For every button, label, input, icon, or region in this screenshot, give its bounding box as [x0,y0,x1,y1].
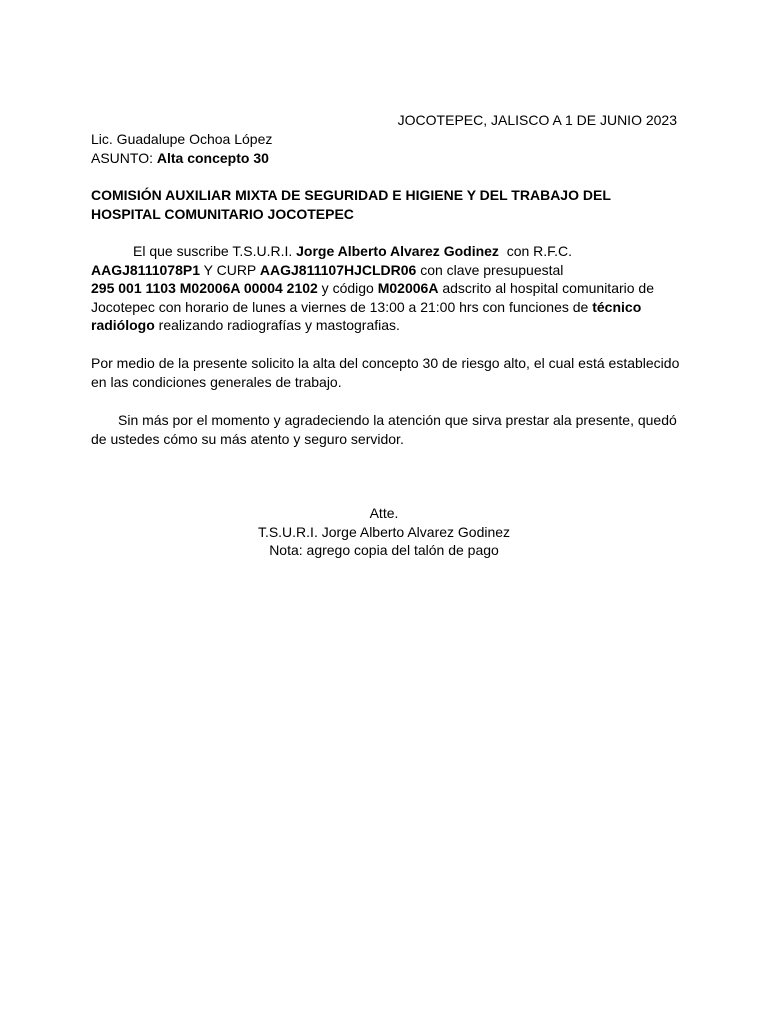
attachment-note: Nota: agrego copia del talón de pago [269,542,499,559]
function-value-2: radiólogo [91,317,155,334]
body1-text-1: El que suscribe T.S.U.R.I. [133,243,297,259]
subject-value: Alta concepto 30 [156,149,269,166]
body2-line-1: Por medio de la presente solicito la alta del concepto 30 de riesgo alto, el cual está establecido [91,355,680,371]
body3-line-2: de ustedes cómo su más atento y seguro servidor. [91,430,404,447]
body2-line-2: en las condiciones generales de trabajo. [91,373,342,390]
body-paragraph-3 [91,411,681,448]
body1-line-2 [91,261,681,280]
signer-name: T.S.U.R.I. Jorge Alberto Alvarez Godinez [257,523,511,540]
body1-line-4 [91,298,681,317]
body1-line-1 [91,242,681,261]
body3-line-1: Sin más por el momento y agradeciendo la atención que sirva prestar ala presente, quedó [118,412,677,428]
body-paragraph-1 [91,242,681,335]
body1-text-2: con R.F.C. [498,243,573,259]
subject-line [91,149,681,168]
body-paragraph-2 [91,354,681,391]
body1-text-3: Y CURP [199,261,260,278]
signature-block [0,504,768,560]
recipient-block [91,130,681,167]
body1-text-4: con clave presupuestal [416,261,564,278]
heading-line-1: COMISIÓN AUXILIAR MIXTA DE SEGURIDAD E HIGIENE Y DEL TRABAJO DEL [91,187,611,203]
recipient-name: Lic. Guadalupe Ochoa López [91,131,273,147]
body1-line-3 [91,279,681,298]
body1-text-8: realizando radiografías y mastografias. [154,317,400,334]
subject-label: ASUNTO: [91,149,153,166]
date-line: JOCOTEPEC, JALISCO A 1 DE JUNIO 2023 [397,112,677,128]
curp-value: AAGJ811107HJCLDR06 [259,261,417,278]
code-value: M02006A [377,280,439,297]
heading-line-2: HOSPITAL COMUNITARIO JOCOTEPEC [91,205,354,222]
addressee-heading [91,186,681,223]
closing: Atte. [369,505,399,521]
applicant-name: Jorge Alberto Alvarez Godinez [296,243,499,259]
function-value-1: técnico [592,298,642,315]
body1-line-5 [91,316,681,335]
budget-key-value: 295 001 1103 M02006A 00004 2102 [91,280,318,297]
body1-text-5: y código [317,280,378,297]
body1-text-7: Jocotepec con horario de lunes a viernes de 13:00 a 21:00 hrs con funciones de [91,298,593,315]
body1-text-6: adscrito al hospital comunitario de [438,280,654,297]
rfc-value: AAGJ8111078P1 [91,261,200,278]
